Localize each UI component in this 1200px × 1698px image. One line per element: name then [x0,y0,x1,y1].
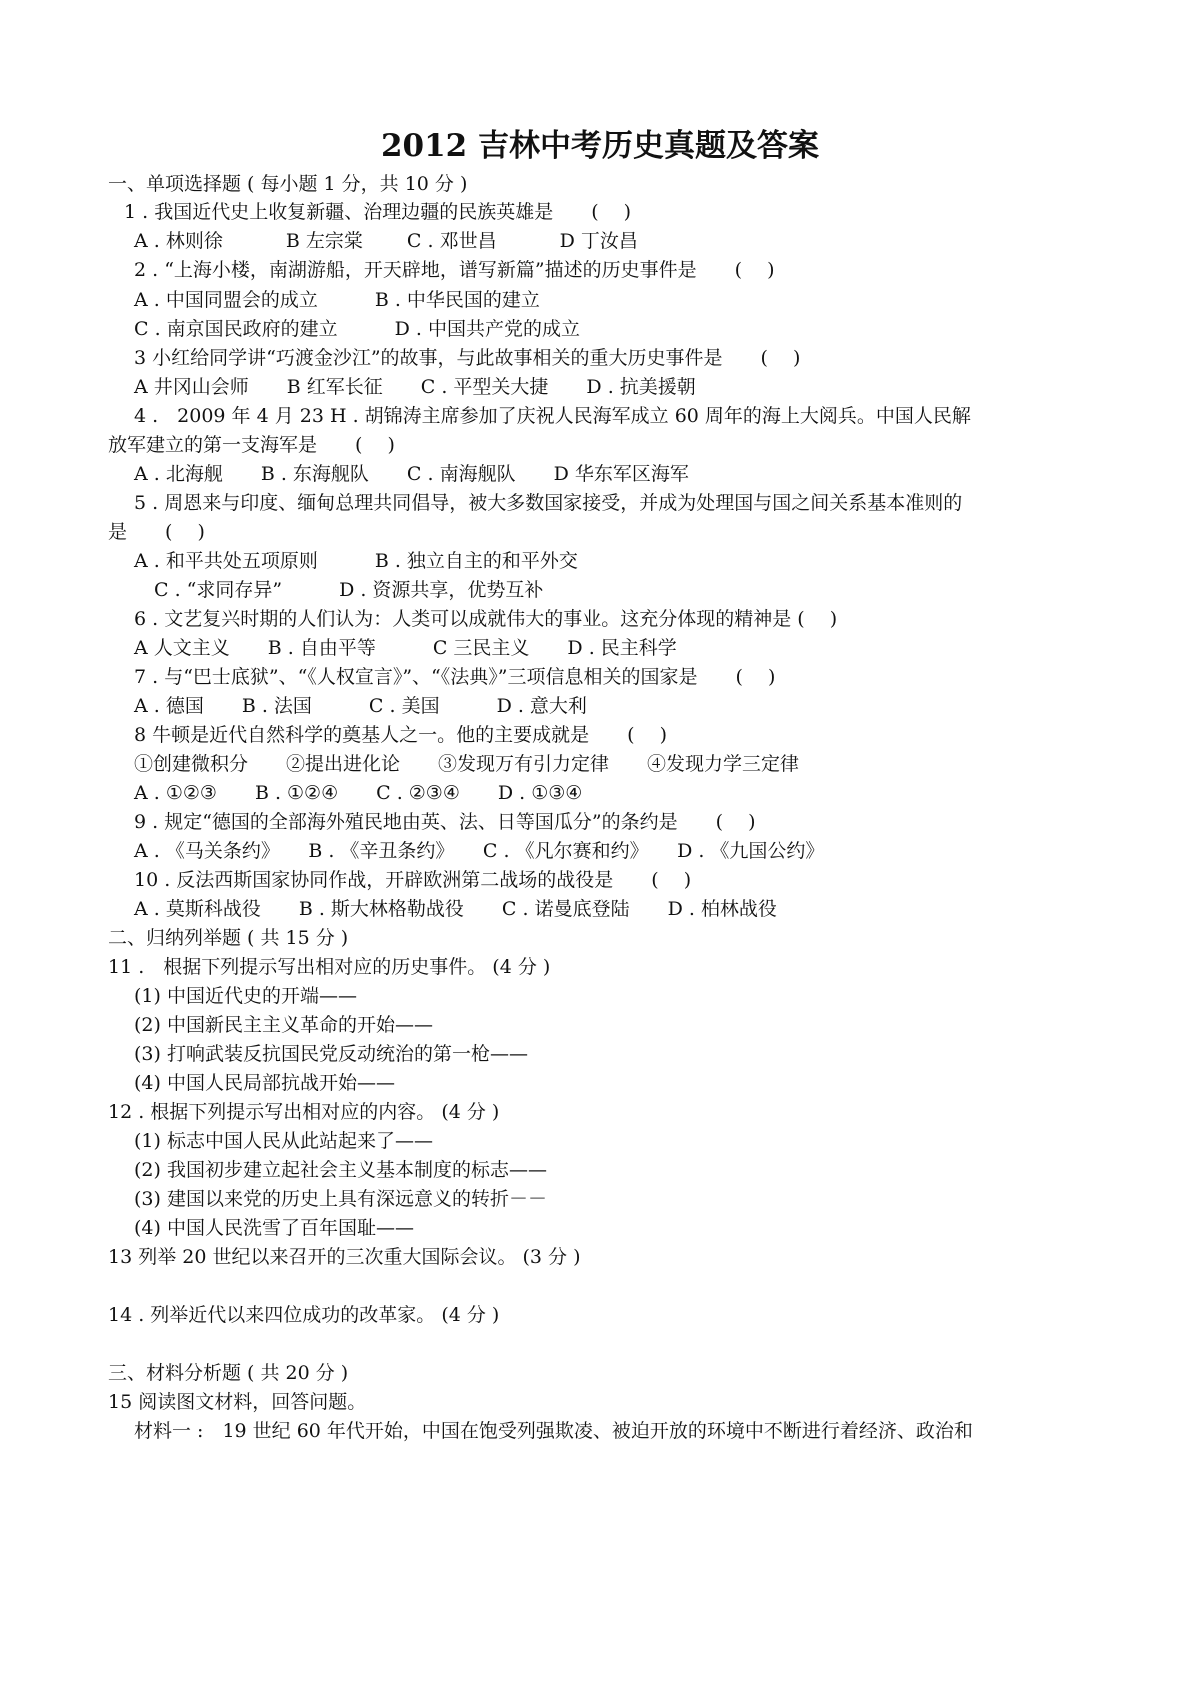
text-line: 7 . 与“巴士底狱”、“《人权宣言》”、“《法典》”三项信息相关的国家是 ( ) [134,666,776,688]
text-line: A . ①②③ B . ①②④ C . ②③④ D . ①③④ [134,782,583,804]
text-line: 8 牛顿是近代自然科学的奠基人之一。他的主要成就是 ( ) [134,724,667,746]
document-title: 2012 吉林中考历史真题及答案 [380,128,820,164]
text-line: 5 . 周恩来与印度、缅甸总理共同倡导，被大多数国家接受，并成为处理国与国之间关系基本准则的 [134,492,963,514]
text-line: 14 . 列举近代以来四位成功的改革家。 (4 分 ) [108,1304,500,1326]
text-line: 2 . “上海小楼，南湖游船，开天辟地，谱写新篇”描述的历史事件是 ( ) [134,259,775,281]
text-line: (3) 打响武装反抗国民党反动统治的第一枪—— [134,1043,528,1065]
text-line: (2) 我国初步建立起社会主义基本制度的标志—— [134,1159,547,1181]
text-line: (4) 中国人民洗雪了百年国耻—— [134,1217,414,1239]
text-line: 是 ( ) [108,521,205,543]
text-line: A . 德国 B . 法国 C . 美国 D . 意大利 [134,695,587,717]
text-line: 4 . 2009 年 4 月 23 H . 胡锦涛主席参加了庆祝人民海军成立 60 周年的海上大阅兵。中国人民解 [134,405,971,427]
text-line: 放军建立的第一支海军是 ( ) [108,434,395,456]
text-line: (1) 中国近代史的开端—— [134,985,357,1007]
text-line: C . 南京国民政府的建立 D . 中国共产党的成立 [134,318,581,340]
text-line: (4) 中国人民局部抗战开始—— [134,1072,395,1094]
text-line: 9 . 规定“德国的全部海外殖民地由英、法、日等国瓜分”的条约是 ( ) [134,811,756,833]
text-line: 一、单项选择题 ( 每小题 1 分，共 10 分 ) [108,173,468,195]
text-line: 材料一 : 19 世纪 60 年代开始，中国在饱受列强欺凌、被迫开放的环境中不断进行着经济、政治和 [134,1420,973,1442]
text-line: 10 . 反法西斯国家协同作战，开辟欧洲第二战场的战役是 ( ) [134,869,692,891]
text-line: 15 阅读图文材料，回答问题。 [108,1391,367,1413]
text-line: 1 . 我国近代史上收复新疆、治理边疆的民族英雄是 ( ) [124,201,632,223]
text-line: A . 北海舰 B . 东海舰队 C . 南海舰队 D 华东军区海军 [134,463,689,485]
text-line: 3 小红给同学讲“巧渡金沙江”的故事，与此故事相关的重大历史事件是 ( ) [134,347,801,369]
text-line: 12 . 根据下列提示写出相对应的内容。 (4 分 ) [108,1101,500,1123]
text-line: 11 . 根据下列提示写出相对应的历史事件。 (4 分 ) [108,956,551,978]
text-line: A 井冈山会师 B 红军长征 C . 平型关大捷 D . 抗美援朝 [134,376,696,398]
text-line: 二、归纳列举题 ( 共 15 分 ) [108,927,349,949]
text-line: A . 莫斯科战役 B . 斯大林格勒战役 C . 诺曼底登陆 D . 柏林战役 [134,898,777,920]
text-line: A . 和平共处五项原则 B . 独立自主的和平外交 [134,550,578,572]
text-line: A . 林则徐 B 左宗棠 C . 邓世昌 D 丁汝昌 [134,230,638,252]
text-line: C . “求同存异” D . 资源共享，优势互补 [154,579,544,601]
text-line: A . 中国同盟会的成立 B . 中华民国的建立 [134,289,540,311]
text-line: 13 列举 20 世纪以来召开的三次重大国际会议。 (3 分 ) [108,1246,581,1268]
text-line: (1) 标志中国人民从此站起来了—— [134,1130,433,1152]
text-line: A . 《马关条约》 B . 《辛丑条约》 C . 《凡尔赛和约》 D . 《九国公约》 [134,840,825,862]
text-line: 6 . 文艺复兴时期的人们认为：人类可以成就伟大的事业。这充分体现的精神是 ( ) [134,608,838,630]
text-line: (2) 中国新民主主义革命的开始—— [134,1014,433,1036]
text-line: ①创建微积分 ②提出进化论 ③发现万有引力定律 ④发现力学三定律 [134,753,800,775]
text-line: A 人文主义 B . 自由平等 C 三民主义 D . 民主科学 [134,637,677,659]
text-line: (3) 建国以来党的历史上具有深远意义的转折－－ [134,1188,547,1210]
text-line: 三、材料分析题 ( 共 20 分 ) [108,1362,349,1384]
